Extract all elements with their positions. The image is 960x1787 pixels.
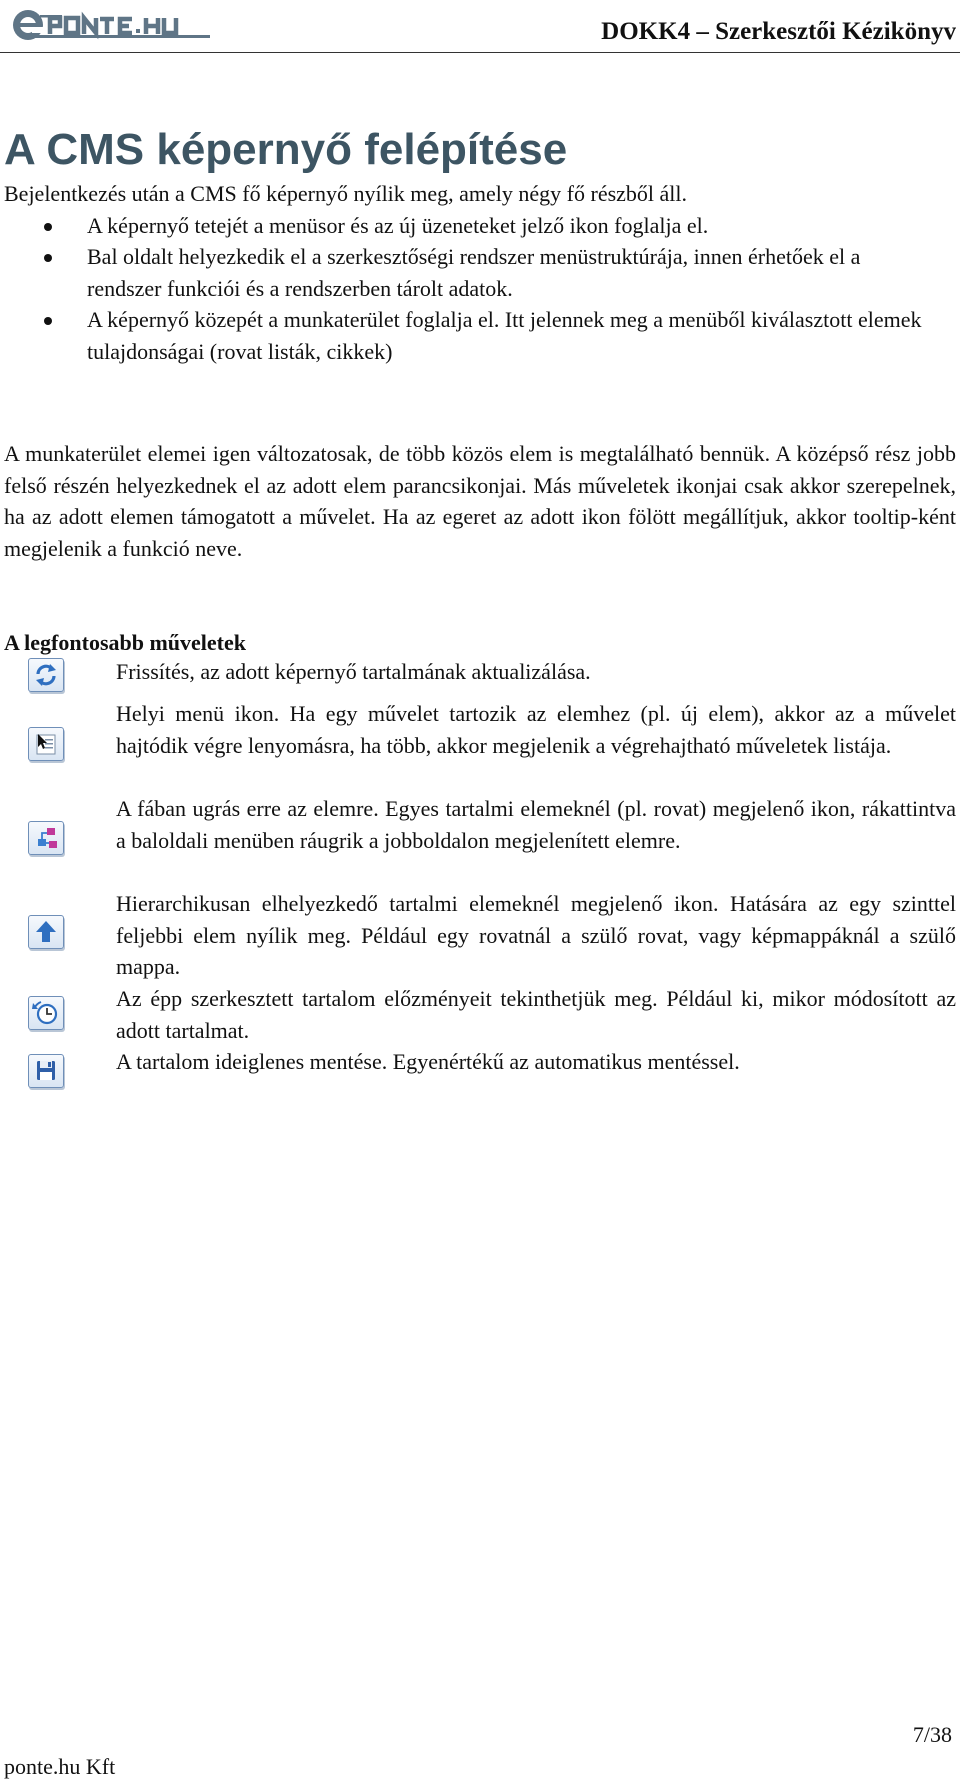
operation-description: Hierarchikusan elhelyezkedő tartalmi elemeknél megjelenő ikon. Hatására az egy szinttel feljebbi elem nyílik meg. Például egy rovatnál a szülő rovat, vagy képmappáknál a szülő mappa.: [116, 891, 956, 979]
page-number: 7/38: [912, 1722, 952, 1747]
operation-description: Helyi menü ikon. Ha egy művelet tartozik az elemhez (pl. új elem), akkor az a művelet hajtódik végre lenyomásra, ha több, akkor megjelenik a végrehajtható műveletek listája.: [116, 701, 956, 758]
section-heading: A legfontosabb műveletek: [4, 630, 246, 655]
operation-description: Az épp szerkesztett tartalom előzményeit tekinthetjük meg. Például ki, mikor módosított az adott tartalmat.: [116, 986, 956, 1043]
list-item: [0, 304, 960, 367]
page-header: [0, 0, 960, 53]
list-item-text: A képernyő tetejét a menüsor és az új üzeneteket jelző ikon foglalja el.: [87, 212, 709, 238]
save-icon: [28, 1054, 66, 1090]
document-title: DOKK4 – Szerkesztői Kézikönyv: [601, 18, 956, 45]
list-item: [0, 241, 960, 304]
operation-description: A tartalom ideiglenes mentése. Egyenértékű az automatikus mentéssel.: [116, 1049, 740, 1074]
list-item-text: Bal oldalt helyezkedik el a szerkesztőségi rendszer menüstruktúrája, innen érhetőek el a rendszer funkciói és a rendszerben tárolt adatok.: [87, 244, 861, 301]
refresh-icon: [28, 658, 66, 694]
operation-description: Frissítés, az adott képernyő tartalmának aktualizálása.: [116, 659, 591, 684]
bullet-icon: [44, 223, 52, 231]
list-item-text: A képernyő közepét a munkaterület foglalja el. Itt jelennek meg a menüből kiválasztott elemek tulajdonságai (rovat listák, cikkek): [87, 307, 922, 364]
bullet-icon: [44, 317, 52, 325]
tree-jump-icon: [28, 821, 66, 857]
page-title: A CMS képernyő felépítése: [4, 125, 568, 174]
intro-paragraph: Bejelentkezés után a CMS fő képernyő nyílik meg, amely négy fő részből áll.: [4, 181, 688, 206]
screen-parts-list: [0, 210, 960, 368]
history-icon: [28, 996, 66, 1032]
context-menu-icon: [28, 727, 66, 763]
footer-company: ponte.hu Kft: [4, 1754, 116, 1779]
ponte-logo: [10, 5, 210, 45]
bullet-icon: [44, 254, 52, 262]
operation-description: A fában ugrás erre az elemre. Egyes tartalmi elemeknél (pl. rovat) megjelenő ikon, rákattintva a baloldali menüben ráugrik a jobboldalon megjelenített elemre.: [116, 796, 956, 853]
list-item: [0, 210, 960, 242]
workspace-paragraph: A munkaterület elemei igen változatosak, de több közös elem is megtalálható bennük. A középső rész jobb felső részén helyezkednek el az adott elem parancsikonjai. Más műveletek ikonjai csak akkor szerepelnek, ha az adott elemen támogatott a művelet. Ha az egeret az adott ikon fölött megállítjuk, akkor tooltip-ként megjelenik a funkció neve.: [4, 441, 956, 561]
parent-up-icon: [28, 915, 66, 951]
